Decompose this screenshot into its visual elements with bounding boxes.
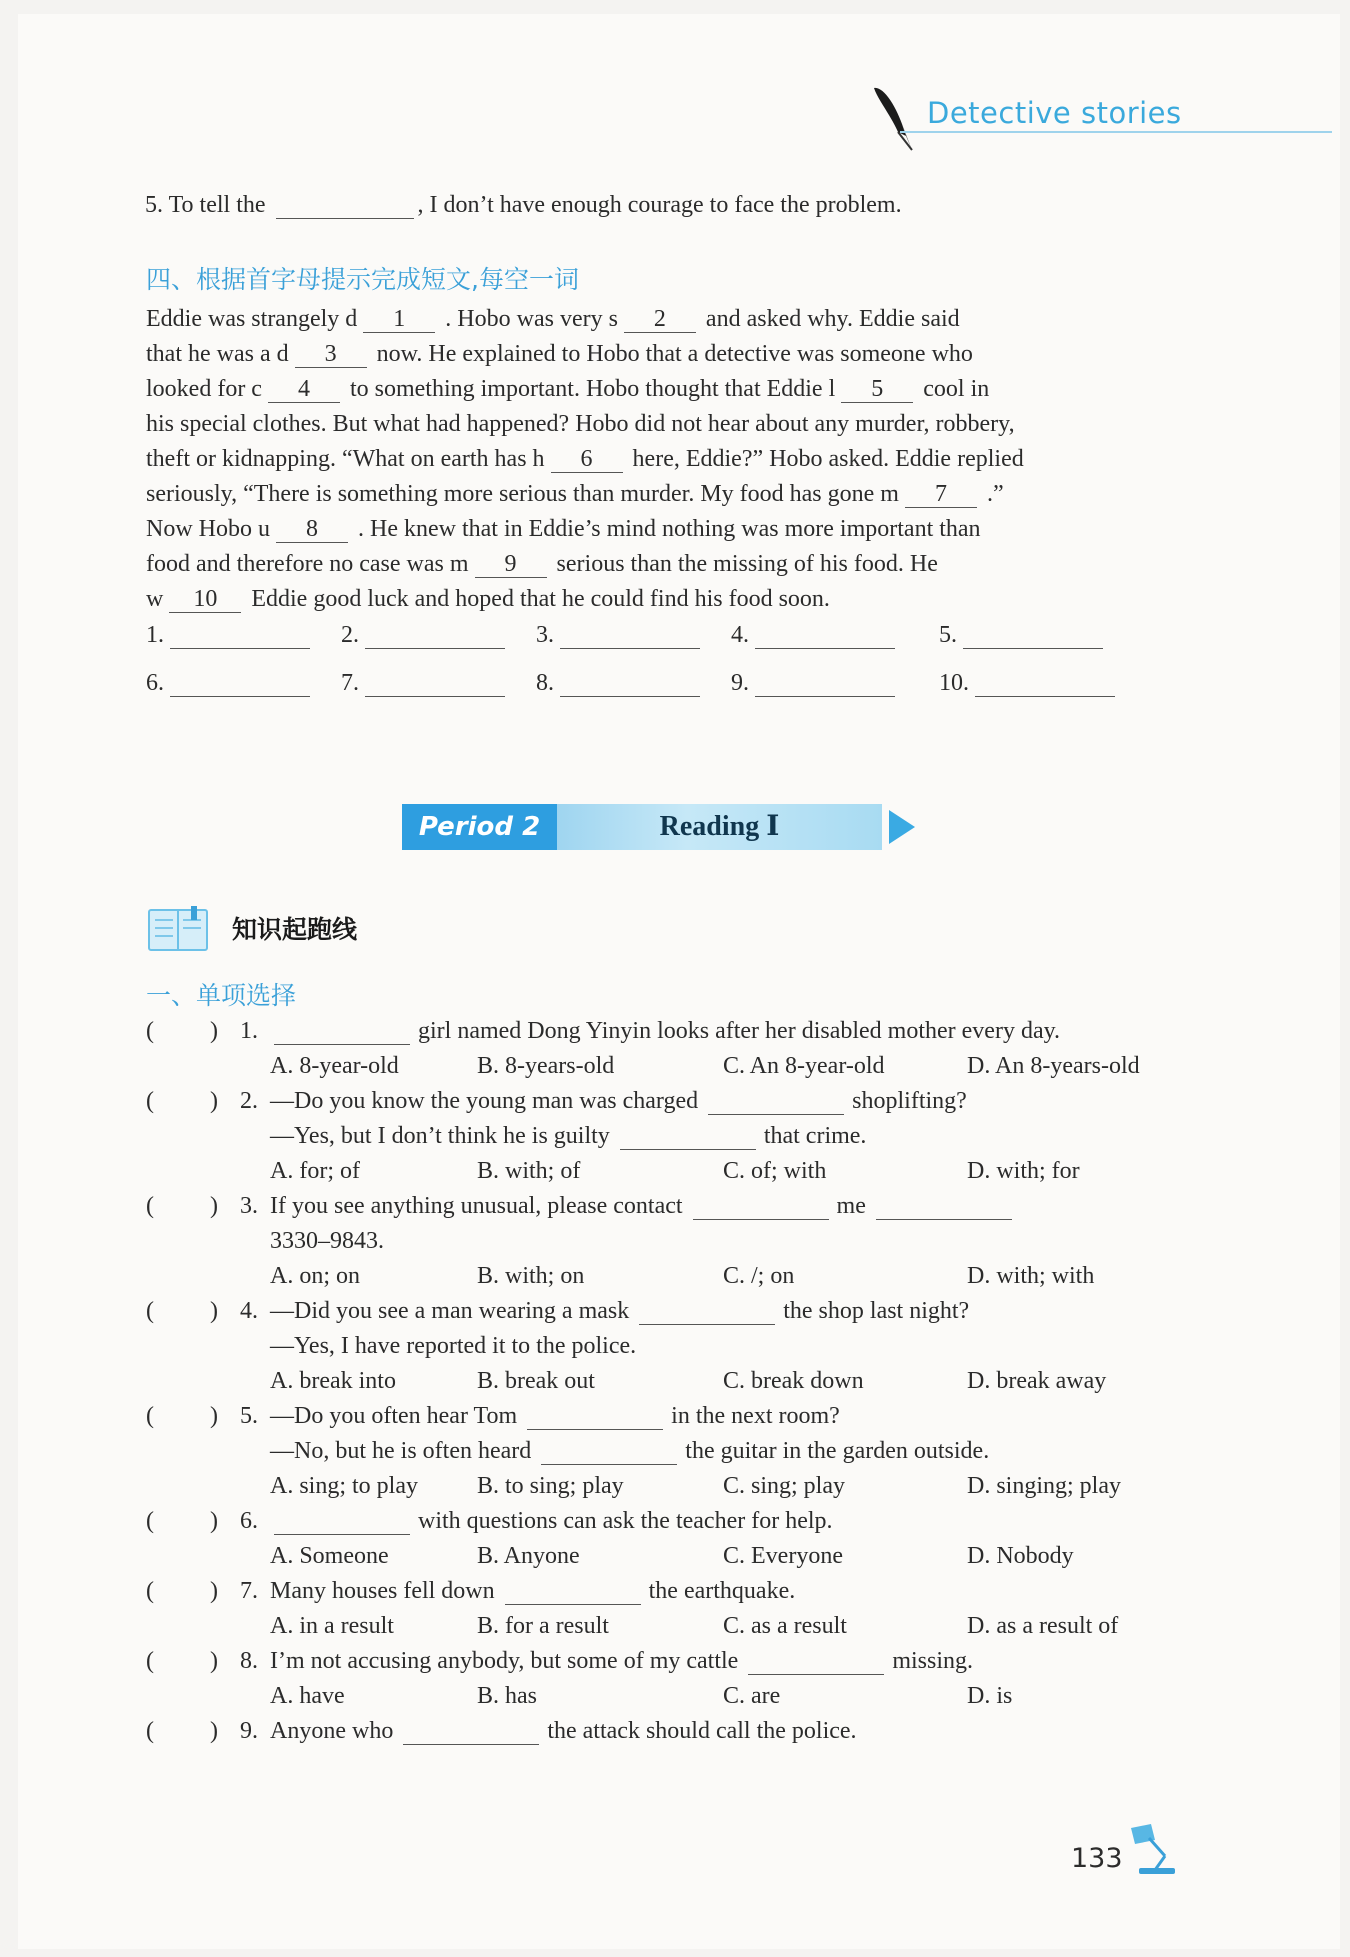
cloze-blank[interactable]: 6 [551, 447, 623, 473]
page-number: 133 [1071, 1843, 1123, 1874]
question-text [270, 1648, 973, 1675]
answer-blank[interactable] [755, 671, 895, 697]
question-text [270, 1508, 833, 1535]
question-segment: —No, but he is often heard [270, 1438, 538, 1464]
cloze-text: Eddie good luck and hoped that he could find his food soon. [245, 586, 830, 612]
answer-paren-close[interactable]: ) [210, 1648, 218, 1674]
cloze-text: looked for c [146, 376, 268, 402]
answer-slot [939, 618, 1103, 653]
answer-paren-open[interactable]: ( [146, 1508, 154, 1534]
question-text [270, 1298, 969, 1325]
cloze-text: theft or kidnapping. “What on earth has h [146, 446, 551, 472]
cloze-line [146, 512, 1024, 547]
cloze-blank[interactable]: 8 [276, 517, 348, 543]
question-number: 2. [240, 1088, 258, 1114]
question-number: 5. [240, 1403, 258, 1429]
question-number: 6. [240, 1508, 258, 1534]
option-a: A. Someone [270, 1543, 389, 1569]
question-text [270, 1123, 866, 1150]
question-segment: 3330–9843. [270, 1228, 384, 1254]
question-segment: girl named Dong Yinyin looks after her disabled mother every day. [418, 1018, 1061, 1044]
cloze-text: now. He explained to Hobo that a detective was someone who [370, 341, 973, 367]
question-blank[interactable] [274, 1019, 410, 1045]
answer-paren-close[interactable]: ) [210, 1193, 218, 1219]
question-segment: Many houses fell down [270, 1578, 501, 1604]
answer-paren-close[interactable]: ) [210, 1018, 218, 1044]
option-b: B. has [477, 1683, 537, 1709]
prev-item-5 [145, 188, 902, 223]
cloze-text: to something important. Hobo thought that Eddie l [343, 376, 842, 402]
answer-slot [536, 618, 700, 653]
question-segment: the earthquake. [648, 1578, 796, 1604]
cloze-blank[interactable]: 5 [841, 377, 913, 403]
question-blank[interactable] [708, 1089, 844, 1115]
answer-slot [341, 666, 505, 701]
answer-paren-close[interactable]: ) [210, 1578, 218, 1604]
question-text [270, 1403, 840, 1430]
option-c: C. /; on [723, 1263, 795, 1289]
header-divider [900, 131, 1332, 133]
cloze-line [146, 477, 1024, 512]
cloze-text: w [146, 586, 170, 612]
option-d: D. singing; play [967, 1473, 1121, 1499]
option-d: D. An 8-years-old [967, 1053, 1140, 1079]
reading-label: Reading Ⅰ [557, 804, 882, 850]
cloze-line [146, 582, 1024, 617]
answer-number: 10. [939, 670, 969, 696]
answer-paren-open[interactable]: ( [146, 1193, 154, 1219]
answer-number: 4. [731, 622, 749, 648]
cloze-line [146, 547, 1024, 582]
option-c: C. as a result [723, 1613, 847, 1639]
option-b: B. Anyone [477, 1543, 580, 1569]
cloze-text: serious than the missing of his food. He [550, 551, 938, 577]
answer-slot [731, 618, 895, 653]
answer-slot [146, 666, 310, 701]
option-a: A. 8-year-old [270, 1053, 399, 1079]
cloze-blank[interactable]: 7 [905, 482, 977, 508]
section1-title: 一、单项选择 [146, 981, 297, 1010]
question-segment: with questions can ask the teacher for help. [418, 1508, 833, 1534]
answer-number: 6. [146, 670, 164, 696]
cloze-text: .” [980, 481, 1004, 507]
option-c: C. of; with [723, 1158, 827, 1184]
answer-blank[interactable] [975, 671, 1115, 697]
cloze-line [146, 372, 1024, 407]
question-segment: I’m not accusing anybody, but some of my cattle [270, 1648, 745, 1674]
question-number: 7. [240, 1578, 258, 1604]
answer-paren-open[interactable]: ( [146, 1648, 154, 1674]
question-blank[interactable] [403, 1719, 539, 1745]
question-blank[interactable] [748, 1649, 884, 1675]
option-b: B. for a result [477, 1613, 609, 1639]
cloze-text: Eddie was strangely d [146, 306, 364, 332]
question-segment: Anyone who [270, 1718, 400, 1744]
answer-paren-open[interactable]: ( [146, 1088, 154, 1114]
cloze-text: food and therefore no case was m [146, 551, 475, 577]
question-blank[interactable] [693, 1194, 829, 1220]
question-number: 4. [240, 1298, 258, 1324]
cloze-text: here, Eddie?” Hobo asked. Eddie replied [626, 446, 1024, 472]
cloze-text: . Hobo was very s [439, 306, 624, 332]
question-text [270, 1228, 384, 1255]
option-a: A. in a result [270, 1613, 394, 1639]
answer-number: 1. [146, 622, 164, 648]
option-a: A. break into [270, 1368, 396, 1394]
banner-arrow-icon [889, 810, 915, 844]
question-segment: the attack should call the police. [547, 1718, 857, 1744]
option-a: A. on; on [270, 1263, 360, 1289]
question-blank[interactable] [620, 1124, 756, 1150]
cloze-text: that he was a d [146, 341, 295, 367]
question-text [270, 1018, 1060, 1045]
option-a: A. for; of [270, 1158, 360, 1184]
cloze-blank[interactable]: 9 [475, 552, 547, 578]
cloze-blank[interactable]: 3 [295, 342, 367, 368]
cloze-text: Now Hobo u [146, 516, 276, 542]
option-d: D. break away [967, 1368, 1107, 1394]
option-a: A. sing; to play [270, 1473, 418, 1499]
answer-paren-open[interactable]: ( [146, 1018, 154, 1044]
option-b: B. break out [477, 1368, 595, 1394]
cloze-blank[interactable]: 4 [268, 377, 340, 403]
answer-slot [536, 666, 700, 701]
lamp-icon [1125, 1820, 1181, 1876]
question-blank[interactable] [505, 1579, 641, 1605]
option-d: D. Nobody [967, 1543, 1074, 1569]
prev-item-after: , I don’t have enough courage to face the problem. [417, 192, 902, 218]
book-icon [147, 906, 211, 954]
question-segment: missing. [892, 1648, 974, 1674]
answer-paren-open[interactable]: ( [146, 1578, 154, 1604]
option-d: D. as a result of [967, 1613, 1119, 1639]
answer-blank[interactable] [170, 623, 310, 649]
pen-icon [868, 84, 914, 154]
option-b: B. to sing; play [477, 1473, 624, 1499]
option-d: D. is [967, 1683, 1013, 1709]
cloze-line [146, 337, 1024, 372]
question-blank[interactable] [541, 1439, 677, 1465]
cloze-blank[interactable]: 2 [624, 307, 696, 333]
cloze-text: seriously, “There is something more serious than murder. My food has gone m [146, 481, 905, 507]
question-segment: the guitar in the garden outside. [685, 1438, 990, 1464]
option-c: C. break down [723, 1368, 864, 1394]
answer-paren-close[interactable]: ) [210, 1298, 218, 1324]
question-blank[interactable] [274, 1509, 410, 1535]
cloze-blank[interactable]: 10 [169, 587, 241, 613]
option-b: B. with; on [477, 1263, 585, 1289]
question-text [270, 1438, 989, 1465]
answer-blank[interactable] [963, 623, 1103, 649]
answer-number: 2. [341, 622, 359, 648]
answer-slot [146, 618, 310, 653]
cloze-text: cool in [917, 376, 990, 402]
question-text [270, 1333, 636, 1360]
question-segment: —Do you often hear Tom [270, 1403, 524, 1429]
answer-number: 9. [731, 670, 749, 696]
question-text [270, 1088, 967, 1115]
question-text [270, 1718, 857, 1745]
answer-number: 8. [536, 670, 554, 696]
cloze-line [146, 302, 1024, 337]
answer-paren-open[interactable]: ( [146, 1718, 154, 1744]
prev-item-before: 5. To tell the [145, 192, 266, 218]
question-segment: that crime. [763, 1123, 867, 1149]
answer-paren-close[interactable]: ) [210, 1088, 218, 1114]
cloze-blank[interactable]: 1 [363, 307, 435, 333]
question-blank[interactable] [639, 1299, 775, 1325]
option-d: D. with; for [967, 1158, 1080, 1184]
question-segment: If you see anything unusual, please contact [270, 1193, 689, 1219]
answer-blank[interactable] [755, 623, 895, 649]
cloze-line [146, 407, 1024, 442]
question-text [270, 1193, 1020, 1220]
answer-blank[interactable] [560, 671, 700, 697]
answer-number: 3. [536, 622, 554, 648]
option-c: C. sing; play [723, 1473, 846, 1499]
question-segment: me [836, 1193, 872, 1219]
answer-paren-open[interactable]: ( [146, 1298, 154, 1324]
cloze-line [146, 442, 1024, 477]
answer-number: 5. [939, 622, 957, 648]
cloze-passage [146, 302, 1024, 617]
answer-slot [731, 666, 895, 701]
cloze-text: and asked why. Eddie said [699, 306, 960, 332]
question-number: 9. [240, 1718, 258, 1744]
knowledge-title: 知识起跑线 [232, 915, 358, 944]
period-label: Period 2 [402, 804, 557, 850]
cloze-text: . He knew that in Eddie’s mind nothing was more important than [352, 516, 981, 542]
question-segment: the shop last night? [783, 1298, 970, 1324]
question-segment: —Do you know the young man was charged [270, 1088, 705, 1114]
answer-paren-close[interactable]: ) [210, 1508, 218, 1534]
question-segment: shoplifting? [852, 1088, 967, 1114]
option-c: C. An 8-year-old [723, 1053, 885, 1079]
question-number: 3. [240, 1193, 258, 1219]
answer-blank[interactable] [560, 623, 700, 649]
option-d: D. with; with [967, 1263, 1095, 1289]
answer-blank[interactable] [170, 671, 310, 697]
question-number: 8. [240, 1648, 258, 1674]
cloze-text: his special clothes. But what had happened? Hobo did not hear about any murder, robbery, [146, 411, 1015, 437]
answer-slot [341, 618, 505, 653]
answer-paren-close[interactable]: ) [210, 1718, 218, 1744]
answer-blank[interactable] [365, 671, 505, 697]
question-number: 1. [240, 1018, 258, 1044]
option-c: C. are [723, 1683, 781, 1709]
header-title: Detective stories [927, 96, 1182, 130]
question-blank[interactable] [527, 1404, 663, 1430]
option-b: B. 8-years-old [477, 1053, 615, 1079]
answer-paren-open[interactable]: ( [146, 1403, 154, 1429]
answer-blank[interactable] [276, 193, 414, 219]
question-segment: —Did you see a man wearing a mask [270, 1298, 636, 1324]
option-c: C. Everyone [723, 1543, 843, 1569]
answer-blank[interactable] [365, 623, 505, 649]
answer-slot [939, 666, 1115, 701]
option-b: B. with; of [477, 1158, 581, 1184]
question-blank[interactable] [876, 1194, 1012, 1220]
question-segment: in the next room? [671, 1403, 840, 1429]
answer-paren-close[interactable]: ) [210, 1403, 218, 1429]
option-a: A. have [270, 1683, 345, 1709]
question-text [270, 1578, 795, 1605]
section4-title: 四、根据首字母提示完成短文,每空一词 [146, 265, 579, 294]
question-segment: —Yes, but I don’t think he is guilty [270, 1123, 616, 1149]
answer-number: 7. [341, 670, 359, 696]
question-segment: —Yes, I have reported it to the police. [270, 1333, 637, 1359]
